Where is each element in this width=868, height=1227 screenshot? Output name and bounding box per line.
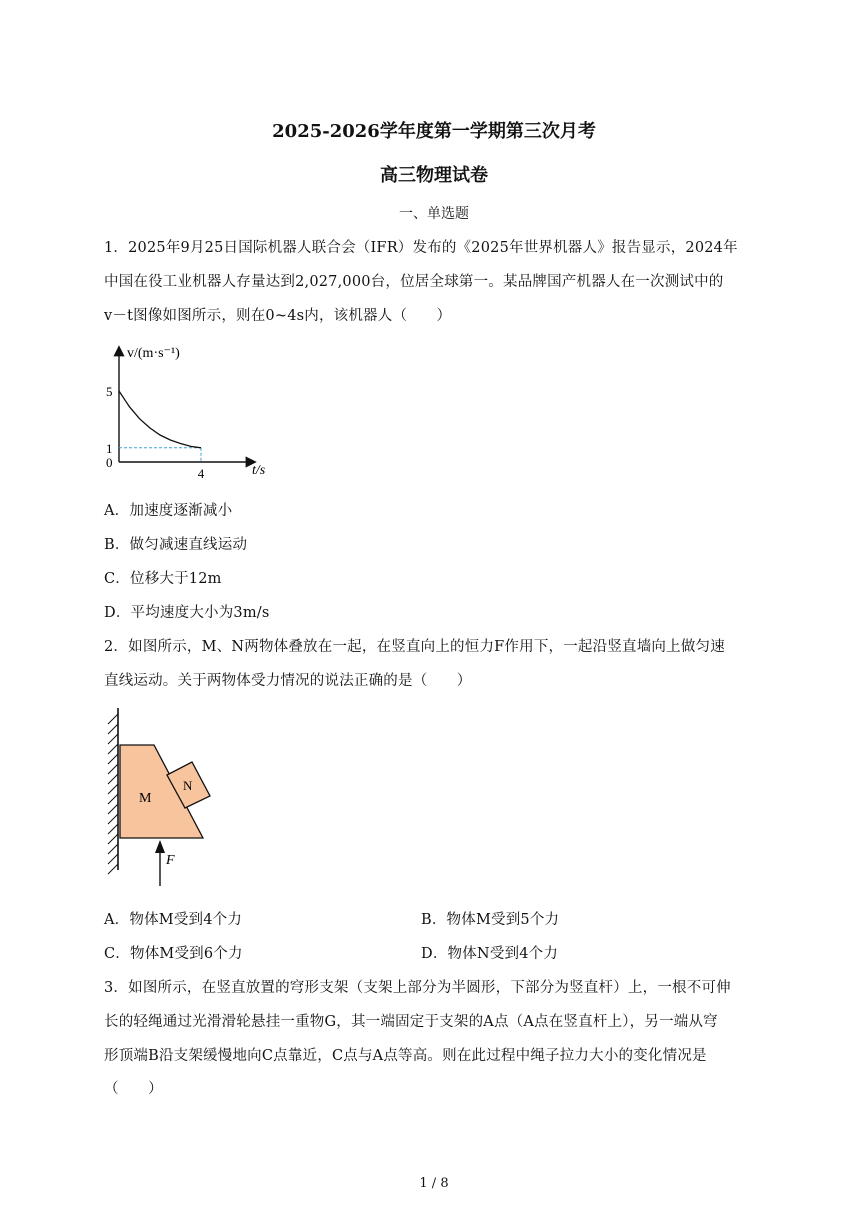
- q2-option-b[interactable]: B．物体M受到5个力: [421, 912, 560, 928]
- exam-subtitle: 高三物理试卷: [380, 165, 488, 186]
- q1-option-c[interactable]: C．位移大于12m: [104, 571, 222, 587]
- q1-x-axis-label: t/s: [252, 463, 266, 478]
- exam-title: 2025-2026学年度第一学期第三次月考: [272, 121, 596, 142]
- q1-y-axis-label: v/(m·s⁻¹): [127, 346, 180, 361]
- q2-option-c[interactable]: C．物体M受到6个力: [104, 946, 243, 962]
- q3-line-4: （ ）: [104, 1081, 163, 1097]
- q2-label-m: M: [139, 791, 152, 806]
- q1-x-tick-4: 4: [197, 466, 205, 480]
- q2-line-1: 2．如图所示，M、N两物体叠放在一起，在竖直向上的恒力F作用下，一起沿竖直墙向上做匀速: [104, 639, 725, 655]
- q2-force-diagram: [100, 704, 230, 890]
- q2-option-d[interactable]: D．物体N受到4个力: [421, 946, 559, 962]
- section-heading: 一、单选题: [399, 206, 469, 222]
- q3-line-2: 长的轻绳通过光滑滑轮悬挂一重物G，其一端固定于支架的A点（A点在竖直杆上），另一端从穹: [104, 1014, 718, 1030]
- q2-option-a[interactable]: A．物体M受到4个力: [104, 912, 243, 928]
- q1-vt-chart: [100, 338, 280, 480]
- q3-line-3: 形顶端B沿支架缓慢地向C点靠近，C点与A点等高。则在此过程中绳子拉力大小的变化情况是: [104, 1048, 707, 1064]
- q1-option-a[interactable]: A．加速度逐渐减小: [104, 503, 233, 519]
- q1-line-1: 1．2025年9月25日国际机器人联合会（IFR）发布的《2025年世界机器人》报告显示，2024年: [104, 240, 738, 256]
- q1-option-b[interactable]: B．做匀减速直线运动: [104, 537, 248, 553]
- q1-y-tick-0: 0: [106, 455, 113, 470]
- q1-y-tick-5: 5: [106, 384, 113, 399]
- q2-label-n: N: [183, 778, 193, 793]
- q2-label-f: F: [166, 853, 175, 868]
- q1-line-3: v－t图像如图所示，则在0~4s内，该机器人（ ）: [104, 308, 452, 324]
- q1-y-tick-1: 1: [106, 440, 113, 456]
- q2-line-2: 直线运动。关于两物体受力情况的说法正确的是（ ）: [104, 673, 472, 689]
- q3-line-1: 3．如图所示，在竖直放置的穹形支架（支架上部分为半圆形，下部分为竖直杆）上，一根不可伸: [104, 980, 731, 996]
- q1-option-d[interactable]: D．平均速度大小为3m/s: [104, 605, 270, 621]
- q1-line-2: 中国在役工业机器人存量达到2,027,000台，位居全球第一。某品牌国产机器人在一次测试中的: [104, 274, 724, 290]
- q2-wall-hatching: [108, 714, 118, 874]
- page-number: 1 / 8: [419, 1176, 449, 1191]
- q1-velocity-curve: [119, 391, 201, 448]
